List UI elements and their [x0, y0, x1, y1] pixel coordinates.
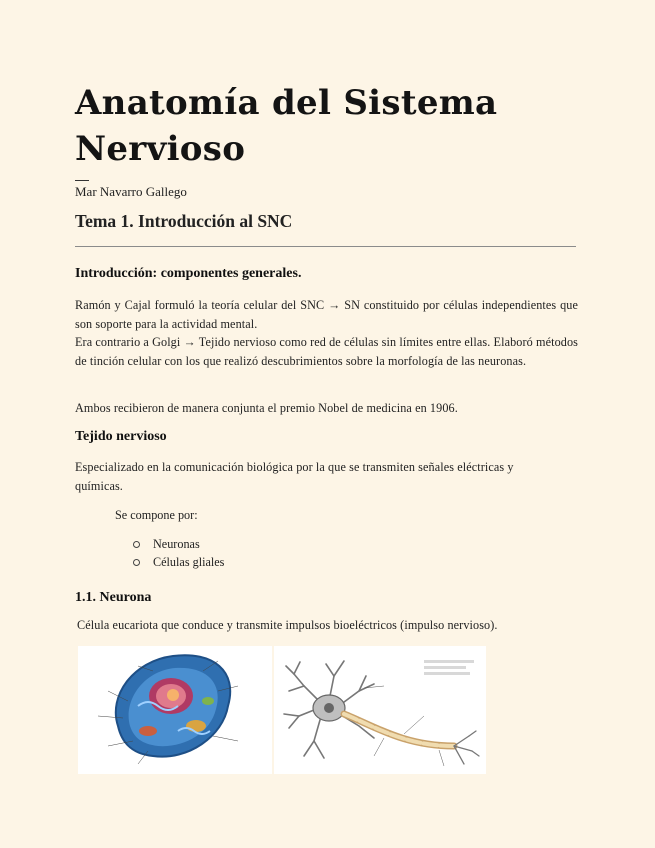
list-item: Células gliales [133, 553, 224, 571]
tejido-heading: Tejido nervioso [75, 429, 167, 444]
neuron-figure [274, 646, 486, 774]
animal-cell-figure [78, 646, 272, 774]
author-rule [75, 180, 89, 181]
document-title: Anatomía del Sistema Nervioso [75, 83, 498, 169]
topic-heading: Tema 1. Introducción al SNC [75, 211, 293, 231]
tejido-paragraph: Especializado en la comunicación biológica por la que se transmiten señales eléctricas y químicas. [75, 460, 514, 493]
cell-diagram-icon [78, 646, 272, 774]
intro-paragraph-3: Ambos recibieron de manera conjunta el premio Nobel de medicina en 1906. [75, 401, 458, 415]
circle-bullet-icon [133, 541, 140, 548]
document-author: Mar Navarro Gallego [75, 184, 187, 199]
component-list [133, 535, 224, 571]
list-item: Neuronas [133, 535, 224, 553]
neurona-paragraph: Célula eucariota que conduce y transmite impulsos bioeléctricos (impulso nervioso). [77, 618, 498, 632]
intro-heading: Introducción: componentes generales. [75, 266, 302, 281]
intro-paragraph-1: Ramón y Cajal formuló la teoría celular del SNC → SN constituido por células independientes que son soporte para la actividad mental. [75, 298, 578, 331]
neuron-diagram-icon [274, 646, 486, 774]
compone-label: Se compone por: [115, 508, 198, 522]
intro-paragraph-2: Era contrario a Golgi → Tejido nervioso como red de células sin límites entre ellas. Elaboró métodos de tinción celular con los que realizó descubrimientos sobre la morfología de las neuronas. [75, 335, 578, 368]
circle-bullet-icon [133, 559, 140, 566]
neurona-heading: 1.1. Neurona [75, 590, 152, 605]
section-divider [75, 246, 576, 247]
